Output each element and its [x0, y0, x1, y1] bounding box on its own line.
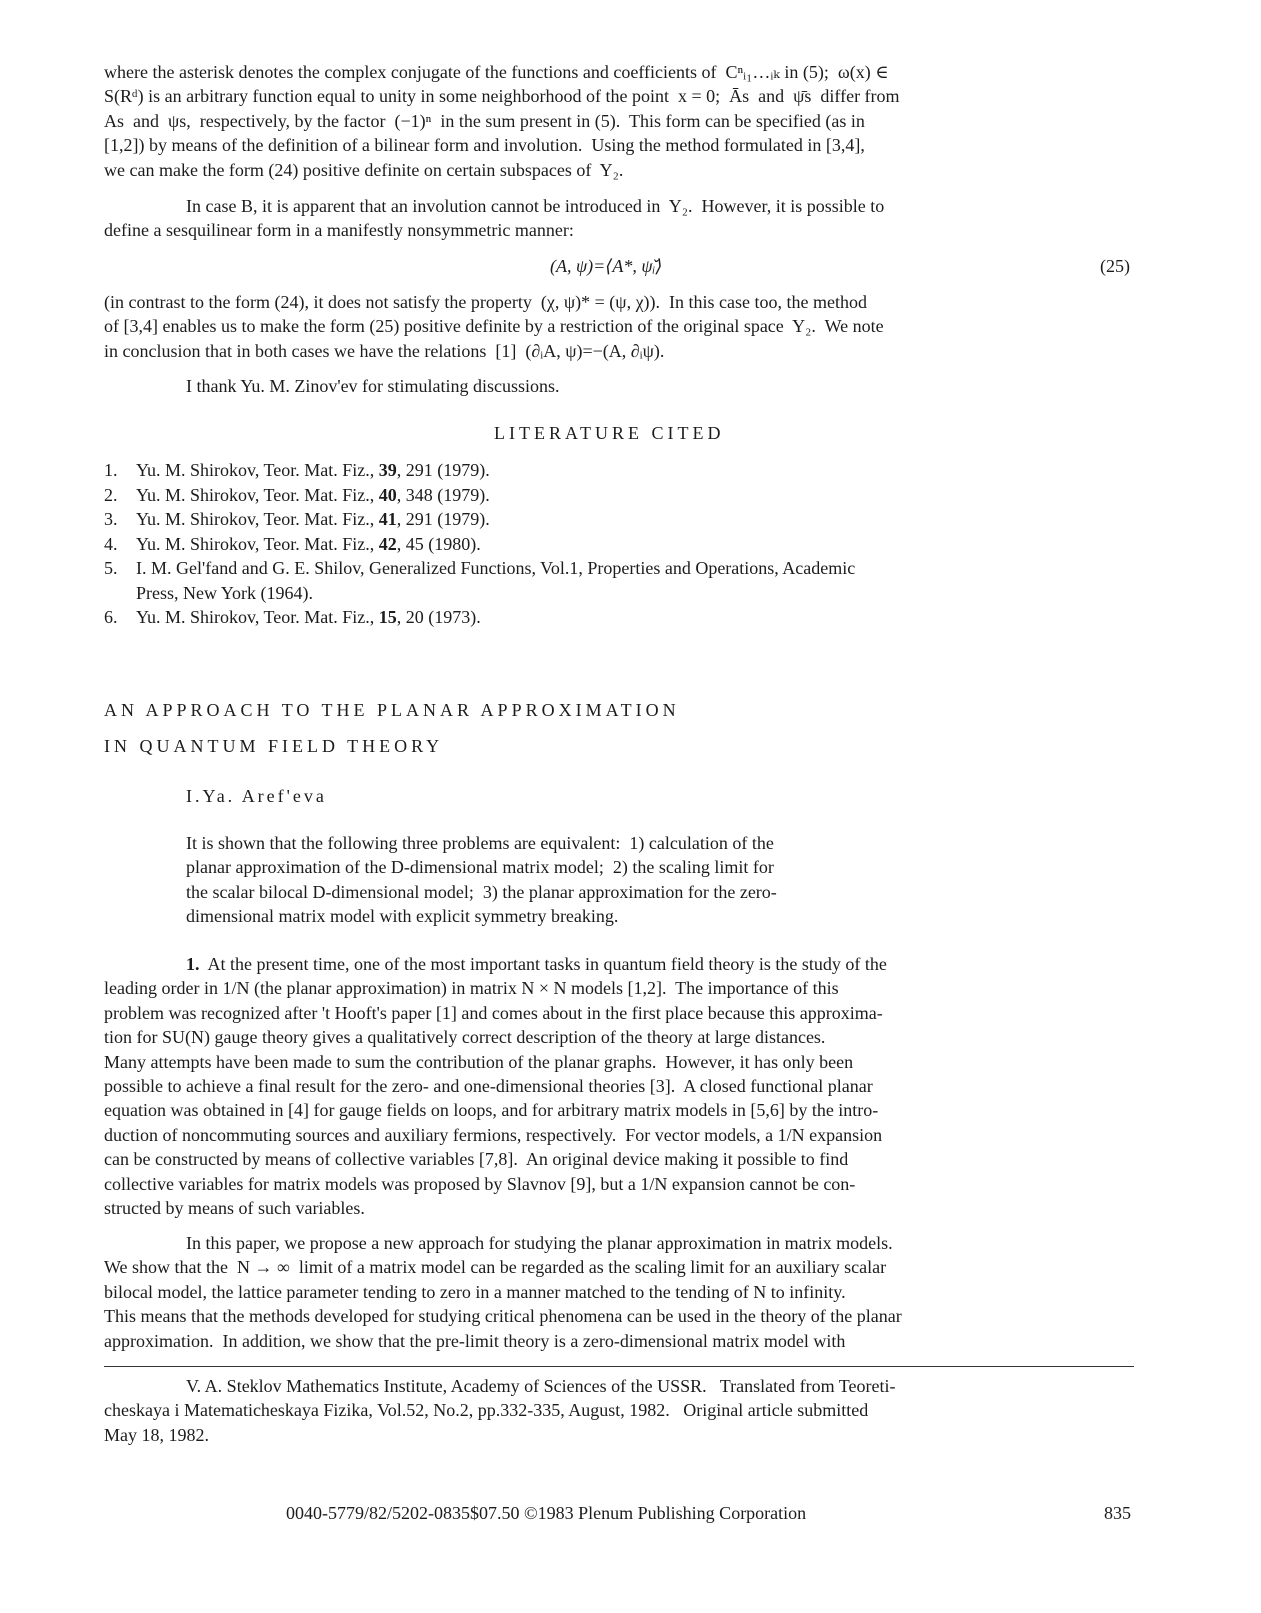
case-b-paragraph	[104, 194, 1144, 243]
text-line: structed by means of such variables.	[104, 1198, 365, 1219]
text-line: define a sesquilinear form in a manifestly nonsymmetric manner:	[104, 220, 574, 241]
text-line: we can make the form (24) positive definite on certain subspaces of Y₂.	[104, 159, 624, 180]
text-line: tion for SU(N) gauge theory gives a qualitatively correct description of the theory at large distances.	[104, 1027, 826, 1048]
text-line: where the asterisk denotes the complex conjugate of the functions and coefficients of Cⁿᵢ₁…ᵢₖ in (5); ω(x) ∈	[104, 62, 889, 82]
reference-list	[104, 458, 1134, 630]
reference-item: 5. I. M. Gel'fand and G. E. Shilov, Generalized Functions, Vol.1, Properties and Operations, Academic	[104, 558, 856, 578]
text-line: In this paper, we propose a new approach for studying the planar approximation in matrix models.	[186, 1233, 893, 1253]
literature-heading: LITERATURE CITED	[494, 423, 725, 443]
article-author: I.Ya. Aref'eva	[186, 786, 327, 806]
text-line: We show that the N → ∞ limit of a matrix model can be regarded as the scaling limit for an auxiliary scalar	[104, 1257, 887, 1278]
text-line: dimensional matrix model with explicit symmetry breaking.	[186, 906, 619, 927]
page-number: 835	[1104, 1503, 1131, 1523]
reference-item: 6. Yu. M. Shirokov, Teor. Mat. Fiz., 15, 20 (1973).	[104, 607, 481, 627]
article-title-line-1: AN APPROACH TO THE PLANAR APPROXIMATION	[104, 700, 680, 720]
text-line: equation was obtained in [4] for gauge fields on loops, and for arbitrary matrix models in [5,6] by the intro-	[104, 1100, 879, 1121]
equation-number: (25)	[1100, 256, 1130, 276]
text-line: the scalar bilocal D-dimensional model; 3) the planar approximation for the zero-	[186, 881, 777, 902]
text-line: S(Rᵈ) is an arbitrary function equal to unity in some neighborhood of the point x = 0; Ās and ψ̄s differ from	[104, 86, 900, 107]
text-line: of [3,4] enables us to make the form (25) positive definite by a restriction of the original space Y₂. We note	[104, 316, 884, 337]
text-line: collective variables for matrix models was proposed by Slavnov [9], but a 1/N expansion cannot be con-	[104, 1173, 856, 1194]
text-line: leading order in 1/N (the planar approximation) in matrix N × N models [1,2]. The importance of this	[104, 978, 839, 999]
reference-item: 4. Yu. M. Shirokov, Teor. Mat. Fiz., 42, 45 (1980).	[104, 533, 481, 554]
text-line: At the present time, one of the most important tasks in quantum field theory is the study of the	[207, 954, 887, 974]
text-line: It is shown that the following three problems are equivalent: 1) calculation of the	[186, 833, 774, 853]
reference-item: 2. Yu. M. Shirokov, Teor. Mat. Fiz., 40, 348 (1979).	[104, 484, 490, 505]
text-line: May 18, 1982.	[104, 1424, 209, 1445]
abstract	[186, 831, 986, 929]
text-line: As and ψs, respectively, by the factor (−1)ⁿ in the sum present in (5). This form can be specified (as in	[104, 110, 865, 131]
text-line: approximation. In addition, we show that the pre-limit theory is a zero-dimensional matrix model with	[104, 1330, 846, 1351]
section-1-paragraph	[104, 952, 1144, 1220]
reference-item-continuation: Press, New York (1964).	[136, 582, 314, 603]
text-line: (in contrast to the form (24), it does not satisfy the property (χ, ψ)* = (ψ, χ)). In this case too, the method	[104, 292, 867, 312]
text-line: bilocal model, the lattice parameter tending to zero in a manner matched to the tending of N to infinity.	[104, 1281, 846, 1302]
text-line: in conclusion that in both cases we have the relations [1] (∂ᵢA, ψ)=−(A, ∂ᵢψ).	[104, 340, 665, 361]
footnote-divider	[104, 1366, 1134, 1367]
reference-item: 3. Yu. M. Shirokov, Teor. Mat. Fiz., 41, 291 (1979).	[104, 509, 490, 529]
acknowledgement: I thank Yu. M. Zinov'ev for stimulating discussions.	[186, 376, 560, 396]
text-line: can be constructed by means of collective variables [7,8]. An original device making it possible to find	[104, 1149, 849, 1170]
equation-25: (A, ψ)=⟨A*, ψ̌ᵢ⟩	[550, 256, 663, 276]
text-line: V. A. Steklov Mathematics Institute, Academy of Sciences of the USSR. Translated from Teoreti-	[186, 1376, 896, 1396]
article-title-line-2: IN QUANTUM FIELD THEORY	[104, 736, 444, 756]
text-line: planar approximation of the D-dimensional matrix model; 2) the scaling limit for	[186, 857, 774, 878]
copyright-line: 0040-5779/82/5202-0835$07.50 ©1983 Plenum Publishing Corporation	[286, 1503, 807, 1523]
paragraph-2	[104, 1231, 1144, 1353]
text-line: cheskaya i Matematicheskaya Fizika, Vol.52, No.2, pp.332-335, August, 1982. Original article submitted	[104, 1400, 869, 1421]
text-line: problem was recognized after 't Hooft's paper [1] and comes about in the first place because this approxima-	[104, 1002, 883, 1023]
text-line: Many attempts have been made to sum the contribution of the planar graphs. However, it has only been	[104, 1051, 854, 1072]
continuation-paragraph	[104, 60, 1144, 182]
text-line: This means that the methods developed for studying critical phenomena can be used in the theory of the planar	[104, 1306, 902, 1327]
text-line: In case B, it is apparent that an involution cannot be introduced in Y₂. However, it is possible to	[186, 196, 885, 216]
section-number: 1.	[186, 954, 200, 974]
text-line: duction of noncommuting sources and auxiliary fermions, respectively. For vector models, a 1/N expansion	[104, 1124, 883, 1145]
reference-item: 1. Yu. M. Shirokov, Teor. Mat. Fiz., 39, 291 (1979).	[104, 460, 490, 480]
after-equation-paragraph	[104, 290, 1144, 363]
footnote	[104, 1374, 1144, 1447]
text-line: possible to achieve a final result for the zero- and one-dimensional theories [3]. A closed functional planar	[104, 1076, 873, 1097]
text-line: [1,2]) by means of the definition of a bilinear form and involution. Using the method formulated in [3,4],	[104, 135, 865, 156]
